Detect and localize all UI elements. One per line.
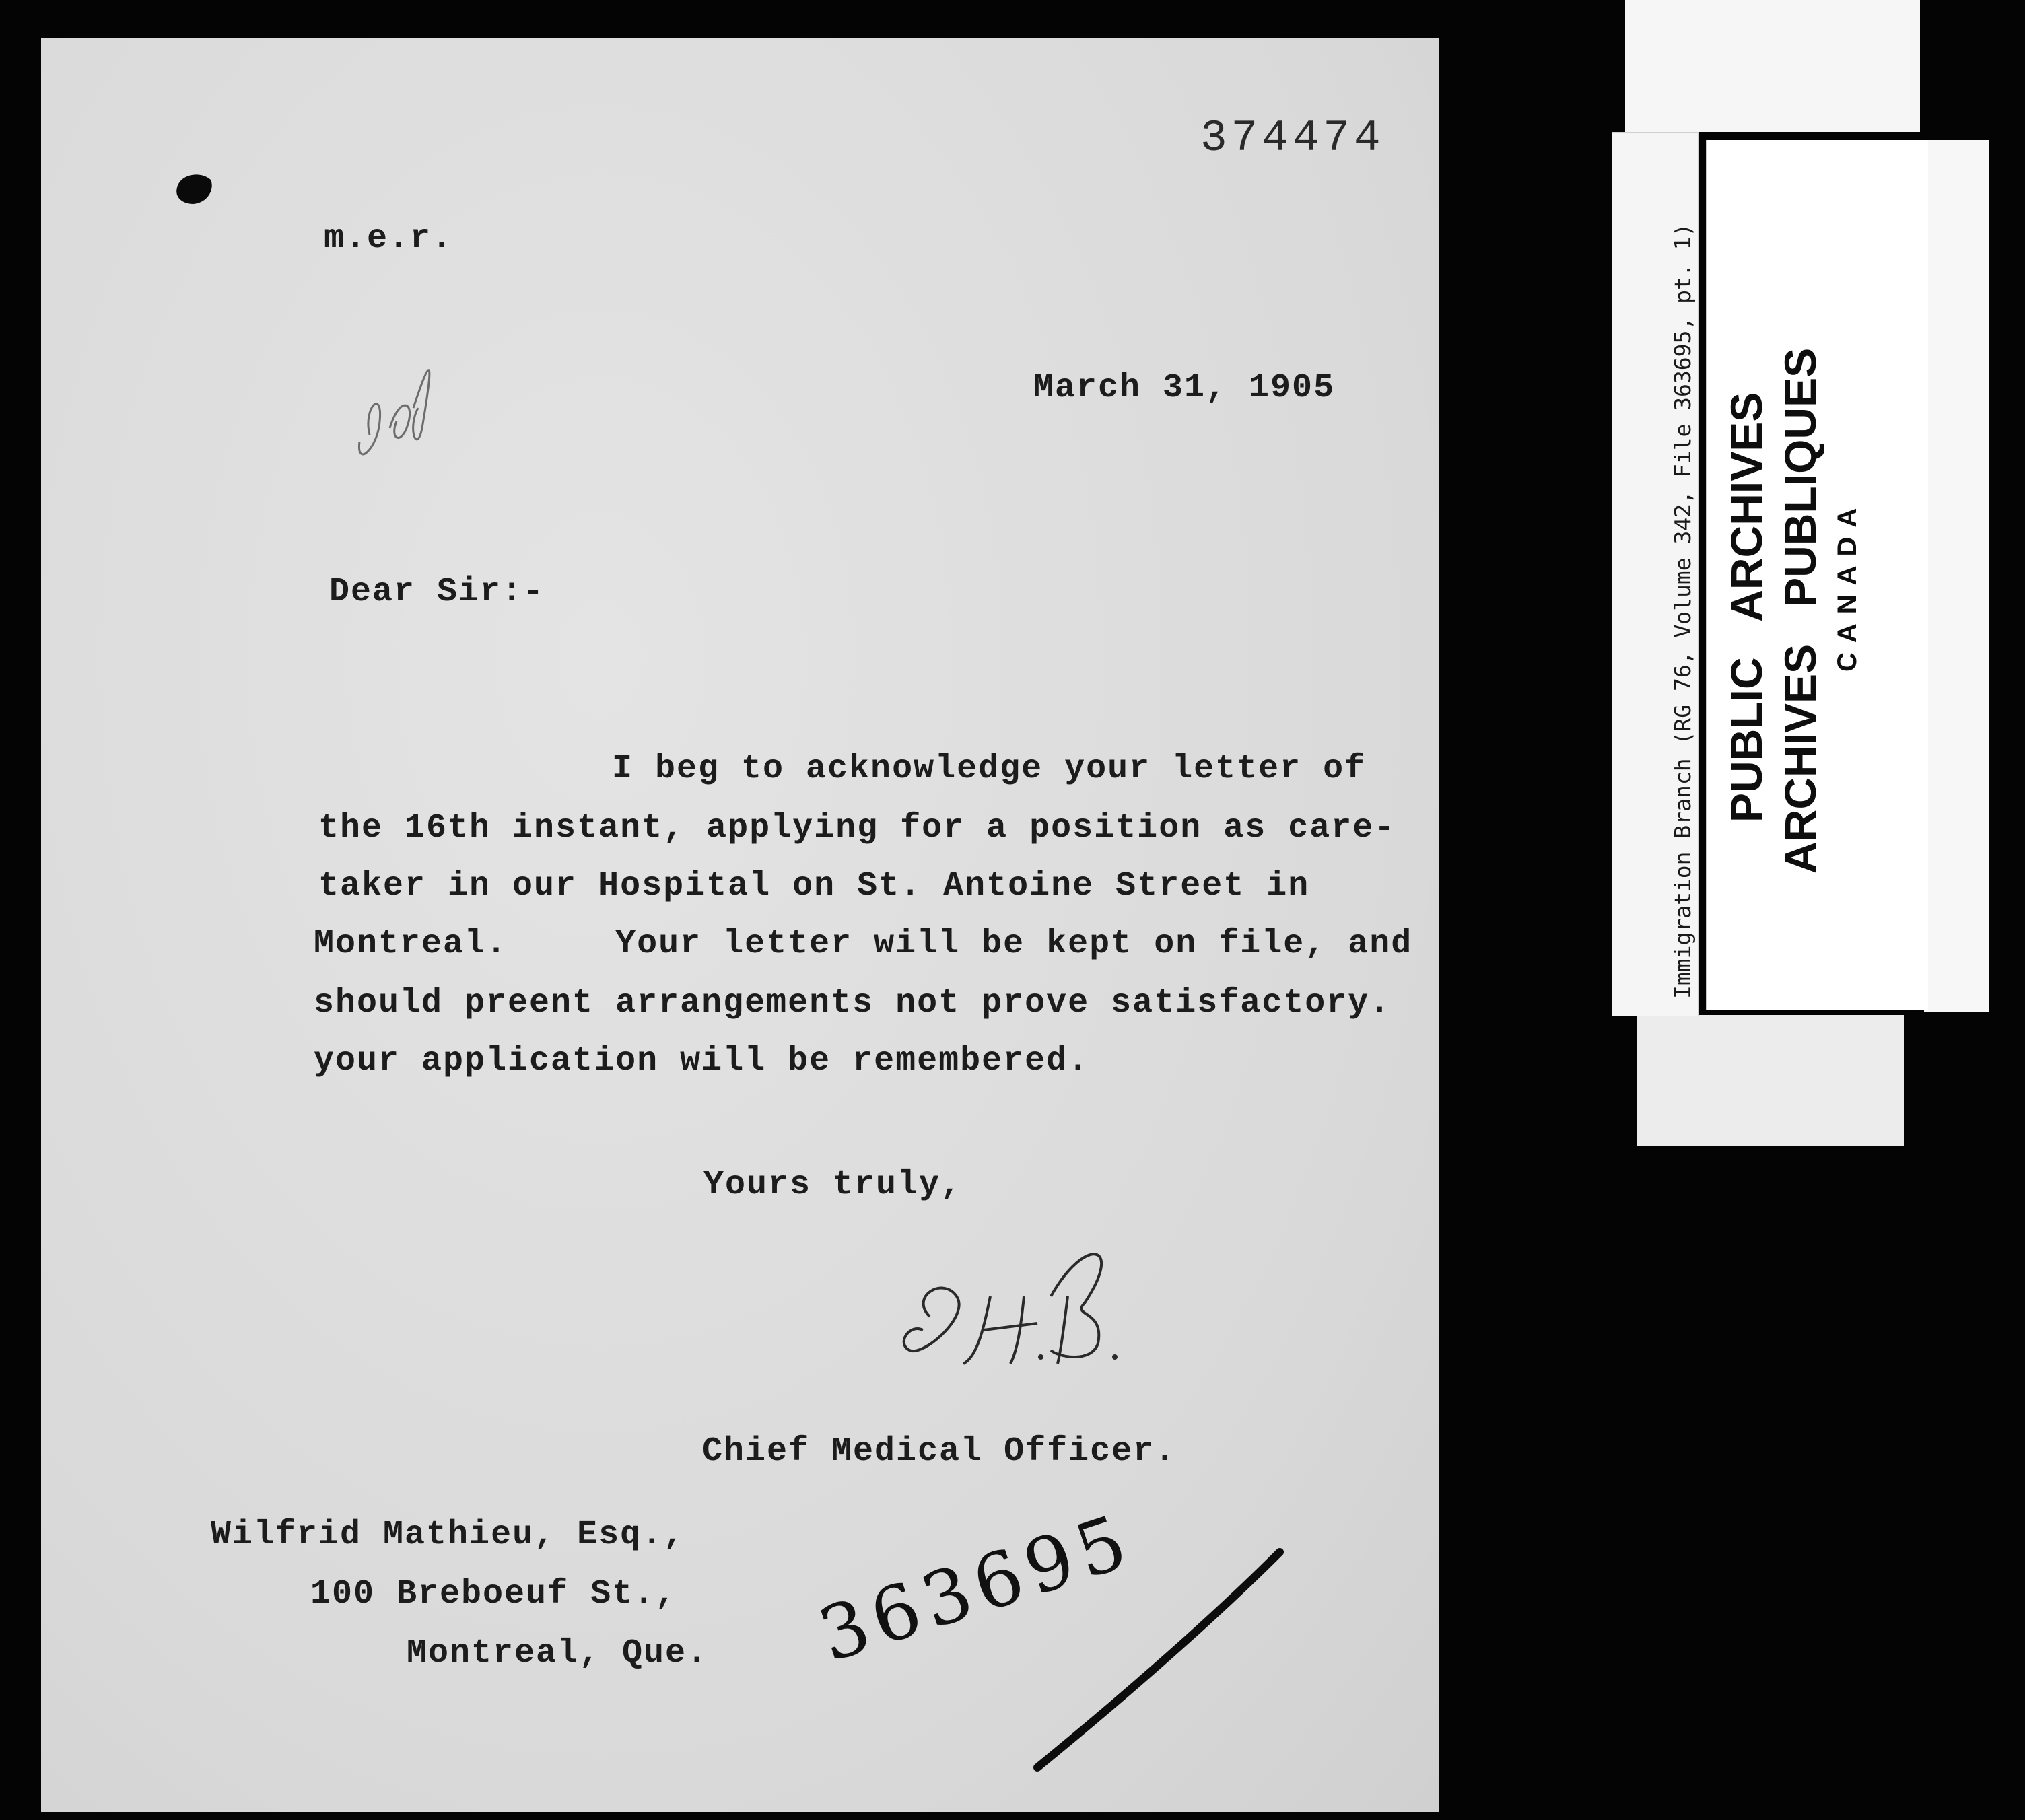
handwritten-file-number: 363695 — [809, 1496, 1143, 1679]
letter-page — [41, 38, 1439, 1812]
slash-mark — [1031, 1545, 1286, 1774]
address-city: Montreal, Que. — [407, 1634, 709, 1673]
address-name: Wilfrid Mathieu, Esq., — [211, 1516, 685, 1554]
body-line: should preent arrangements not prove satisfactory. — [314, 984, 1392, 1022]
file-number-stamp: 374474 — [1200, 113, 1385, 164]
signer-title: Chief Medical Officer. — [702, 1432, 1177, 1471]
body-line: the 16th instant, applying for a position as care- — [318, 809, 1396, 847]
letter-date: March 31, 1905 — [1033, 369, 1336, 407]
signature — [883, 1222, 1165, 1397]
archive-tab-bottom — [1637, 1015, 1904, 1146]
body-line: taker in our Hospital on St. Antoine Street in — [318, 867, 1310, 905]
body-line: your application will be remembered. — [314, 1042, 1090, 1080]
archive-tab-right — [1924, 140, 1989, 1012]
closing: Yours truly, — [703, 1166, 963, 1204]
stamp-line-public-archives: PUBLIC ARCHIVES — [1721, 392, 1771, 823]
punch-hole-icon — [173, 169, 216, 207]
archive-tab-top — [1625, 0, 1920, 132]
stamp-line-canada: CANADA — [1832, 498, 1862, 672]
salutation: Dear Sir:- — [329, 573, 545, 611]
body-line: Montreal. Your letter will be kept on file, and — [314, 925, 1413, 963]
handwritten-mark — [343, 327, 444, 482]
archive-reference-text: Immigration Branch (RG 76, Volume 342, File 363695, pt. 1) — [1670, 223, 1696, 999]
stamp-line-archives-publiques: ARCHIVES PUBLIQUES — [1775, 347, 1825, 874]
body-line: I beg to acknowledge your letter of — [612, 750, 1367, 788]
address-street: 100 Breboeuf St., — [310, 1575, 677, 1613]
initials-header: m.e.r. — [324, 219, 454, 258]
